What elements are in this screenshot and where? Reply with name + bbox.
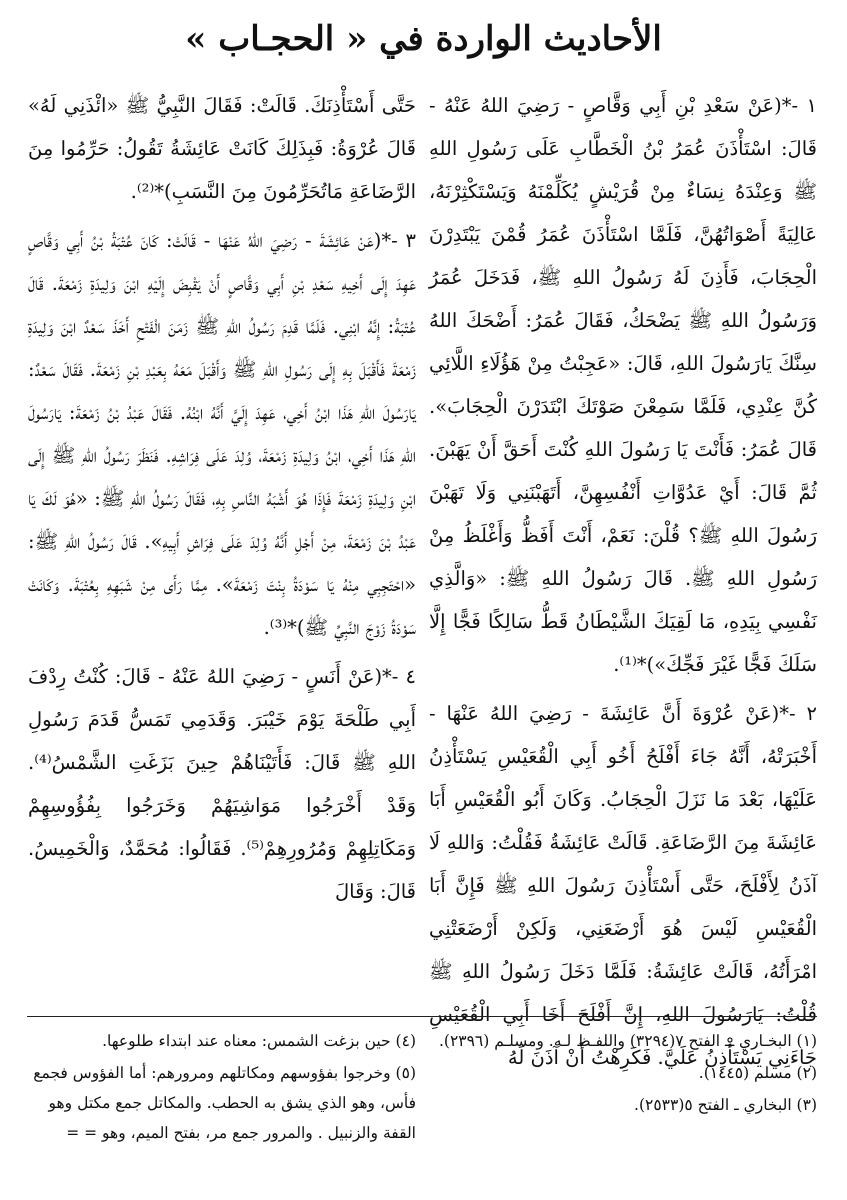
- hadith-3: ٣ -*(عَنْ عَائِشَةَ - رَضِيَ اللهُ عَنْهَا - قَالَتْ: كَانَ عُتْبَةُ بْنُ أَبِي وَقَّاصٍ عَهِدَ إِلَى أَخِيهِ سَعْدِ بْنِ أَبِي وَقَّاصٍ أَنْ يَقْبِضَ إِلَيْهِ ابْنَ وَلِيدَةِ زَمْعَةَ. قَالَ عُتْبَةُ: إِنَّهُ ابْنِي. فَلَمَّا قَدِمَ رَسُولُ اللهِ ﷺ زَمَنَ الْفَتْحِ أَخَذَ سَعْدٌ ابْنَ وَلِيدَةِ زَمْعَةَ فَأَقْبَلَ بِهِ إِلَى رَسُولِ اللهِ ﷺ وَأَقْبَلَ مَعَهُ بِعَبْدِ بْنِ زَمْعَةَ. فَقَالَ سَعْدٌ: يَارَسُولَ اللهِ هَذَا ابْنُ أَخِي، عَهِدَ إِلَيَّ أَنَّهُ ابْنُهُ. فَقَالَ عَبْدُ بْنُ زَمْعَةَ: يَارَسُولَ اللهِ هَذَا أَخِي، ابْنُ وَلِيدَةِ زَمْعَةَ، وُلِدَ عَلَى فِرَاشِهِ. فَنَظَرَ رَسُولُ اللهِ ﷺ إِلَى ابْنِ وَلِيدَةِ زَمْعَةَ فَإِذَا هُوَ أَشْبَهُ النَّاسِ بِهِ، فَقَالَ رَسُولُ اللهِ ﷺ: «هُوَ لَكَ يَا عَبْدُ بْنَ زَمْعَةَ، مِنْ أَجْلِ أَنَّهُ وُلِدَ عَلَى فِرَاشِ أَبِيهِ». قَالَ رَسُولُ اللهِ ﷺ: «احْتَجِبِي مِنْهُ يَا سَوْدَةُ بِنْتَ زَمْعَةَ». مِمَّا رَأَى مِنْ شَبَهِهِ بِعُتْبَةَ. وَكَانَتْ سَوْدَةُ زَوْجَ النَّبِيِّ ﷺ)*⁽³⁾.: [28, 229, 416, 639]
- hadith-2: ٢ -*(عَنْ عُرْوَةَ أَنَّ عَائِشَةَ - رَضِيَ اللهُ عَنْهَا - أَخْبَرَتْهُ، أَنَّهُ جَاءَ أَفْلَحُ أَخُو أَبِي الْقُعَيْسِ يَسْتَأْذِنُ عَلَيْهَا، بَعْدَ مَا نَزَلَ الْحِجَابُ. وَكَانَ أَبُو الْقُعَيْسِ أَبَا عَائِشَةَ مِنَ الرَّضَاعَةِ. قَالَتْ عَائِشَةُ فَقُلْتُ: وَاللهِ لَا آذَنُ لِأَفْلَحَ، حَتَّى أَسْتَأْذِنَ رَسُولَ اللهِ ﷺ فَإِنَّ أَبَا الْقُعَيْسِ لَيْسَ هُوَ أَرْضَعَنِي، وَلَكِنْ أَرْضَعَتْنِي امْرَأَتُهُ، قَالَتْ عَائِشَةُ: فَلَمَّا دَخَلَ رَسُولُ اللهِ ﷺ قُلْتُ: يَارَسُولَ اللهِ، إِنَّ أَفْلَحَ أَخَا أَبِي الْقُعَيْسِ جَاءَنِي يَسْتَأْذِنُ عَلَيَّ. فَكَرِهْتُ أَنْ آذَنَ لَهُ: [429, 702, 817, 1069]
- hadith-4: ٤ -*(عَنْ أَنَسٍ - رَضِيَ اللهُ عَنْهُ - قَالَ: كُنْتُ رِدْفَ أَبِي طَلْحَةَ يَوْمَ خَيْبَرَ. وَقَدَمِي تَمَسُّ قَدَمَ رَسُولِ اللهِ ﷺ قَالَ: فَأَتَيْنَاهُمْ حِينَ بَزَغَتِ الشَّمْسُ⁽⁴⁾. وَقَدْ أَخْرَجُوا مَوَاشِيَهُمْ وَخَرَجُوا بِفُؤُوسِهِمْ وَمَكَاتِلِهِمْ وَمُرُورِهِمْ⁽⁵⁾. فَقَالُوا: مُحَمَّدٌ، وَالْخَمِيسُ. قَالَ: وَقَالَ: [28, 665, 416, 903]
- footnote-4: (٤) حين بزغت الشمس: معناه عند ابتداء طلوعها.: [102, 1032, 416, 1050]
- footnote-2: (٢) مسلم (١٤٤٥).: [698, 1064, 817, 1082]
- footnote-5: (٥) وخرجوا بفؤوسهم ومكاتلهم ومرورهم: أما الفؤوس فجمع فأس، وهو الذي يشق به الحطب. والمكاتل جمع مكتل وهو القفة والزنبيل . والمرور جمع مر، بفتح الميم، وهو = =: [33, 1064, 416, 1142]
- hadith-1: ١ -*(عَنْ سَعْدِ بْنِ أَبِي وَقَّاصٍ - رَضِيَ اللهُ عَنْهُ - قَالَ: اسْتَأْذَنَ عُمَرُ بْنُ الْخَطَّابِ عَلَى رَسُولِ اللهِ ﷺ وَعِنْدَهُ نِسَاءٌ مِنْ قُرَيْشٍ يُكَلِّمْنَهُ وَيَسْتَكْثِرْنَهُ، عَالِيَةً أَصْوَاتُهُنَّ، فَلَمَّا اسْتَأْذَنَ عُمَرُ قُمْنَ يَبْتَدِرْنَ الْحِجَابَ، فَأَذِنَ لَهُ رَسُولُ اللهِ ﷺ، فَدَخَلَ عُمَرُ وَرَسُولُ اللهِ ﷺ يَضْحَكُ، فَقَالَ عُمَرُ: أَضْحَكَ اللهُ سِنَّكَ يَارَسُولَ اللهِ، قَالَ: «عَجِبْتُ مِنْ هَؤُلَاءِ اللَّائِي كُنَّ عِنْدِي، فَلَمَّا سَمِعْنَ صَوْتَكَ ابْتَدَرْنَ الْحِجَابَ». قَالَ عُمَرُ: فَأَنْتَ يَا رَسُولَ اللهِ كُنْتَ أَحَقَّ أَنْ يَهَبْنَ. ثُمَّ قَالَ: أَيْ عَدُوَّاتِ أَنْفُسِهِنَّ، أَتَهَبْنَنِي وَلَا تَهَبْنَ رَسُولَ اللهِ ﷺ؟ قُلْنَ: نَعَمْ، أَنْتَ أَفَظُّ وَأَغْلَظُ مِنْ رَسُولِ اللهِ ﷺ. قَالَ رَسُولُ اللهِ ﷺ: «وَالَّذِي نَفْسِي بِيَدِهِ، مَا لَقِيَكَ الشَّيْطَانُ قَطُّ سَالِكًا فَجًّا إِلَّا سَلَكَ فَجًّا غَيْرَ فَجِّكَ»)*⁽¹⁾.: [429, 94, 817, 676]
- page-title: الأحاديث الواردة في « الحجـاب »: [185, 19, 662, 59]
- footnotes-right: [429, 1026, 817, 1122]
- hadith-2-continued: حَتَّى أَسْتَأْذِنَكَ. قَالَتْ: فَقَالَ النَّبِيُّ ﷺ «ائْذَنِي لَهُ» قَالَ عُرْوَةُ: فَبِذَلِكَ كَانَتْ عَائِشَةُ تَقُولُ: حَرِّمُوا مِنَ الرَّضَاعَةِ مَاتُحَرِّمُونَ مِنَ النَّسَبِ)*⁽²⁾.: [28, 94, 416, 203]
- footnote-3: (٣) البخاري ـ الفتح ٥(٢٥٣٣).: [634, 1096, 817, 1114]
- footnotes-left: [28, 1026, 416, 1150]
- footnote-1: (١) البخـاري ــ الفتح ٧(٣٢٩٤) واللفـظ لـه. ومسلـم (٢٣٩٦).: [438, 1032, 817, 1050]
- right-text-column: [429, 84, 817, 1085]
- footnote-divider: [27, 1016, 817, 1017]
- left-text-column: [28, 84, 416, 919]
